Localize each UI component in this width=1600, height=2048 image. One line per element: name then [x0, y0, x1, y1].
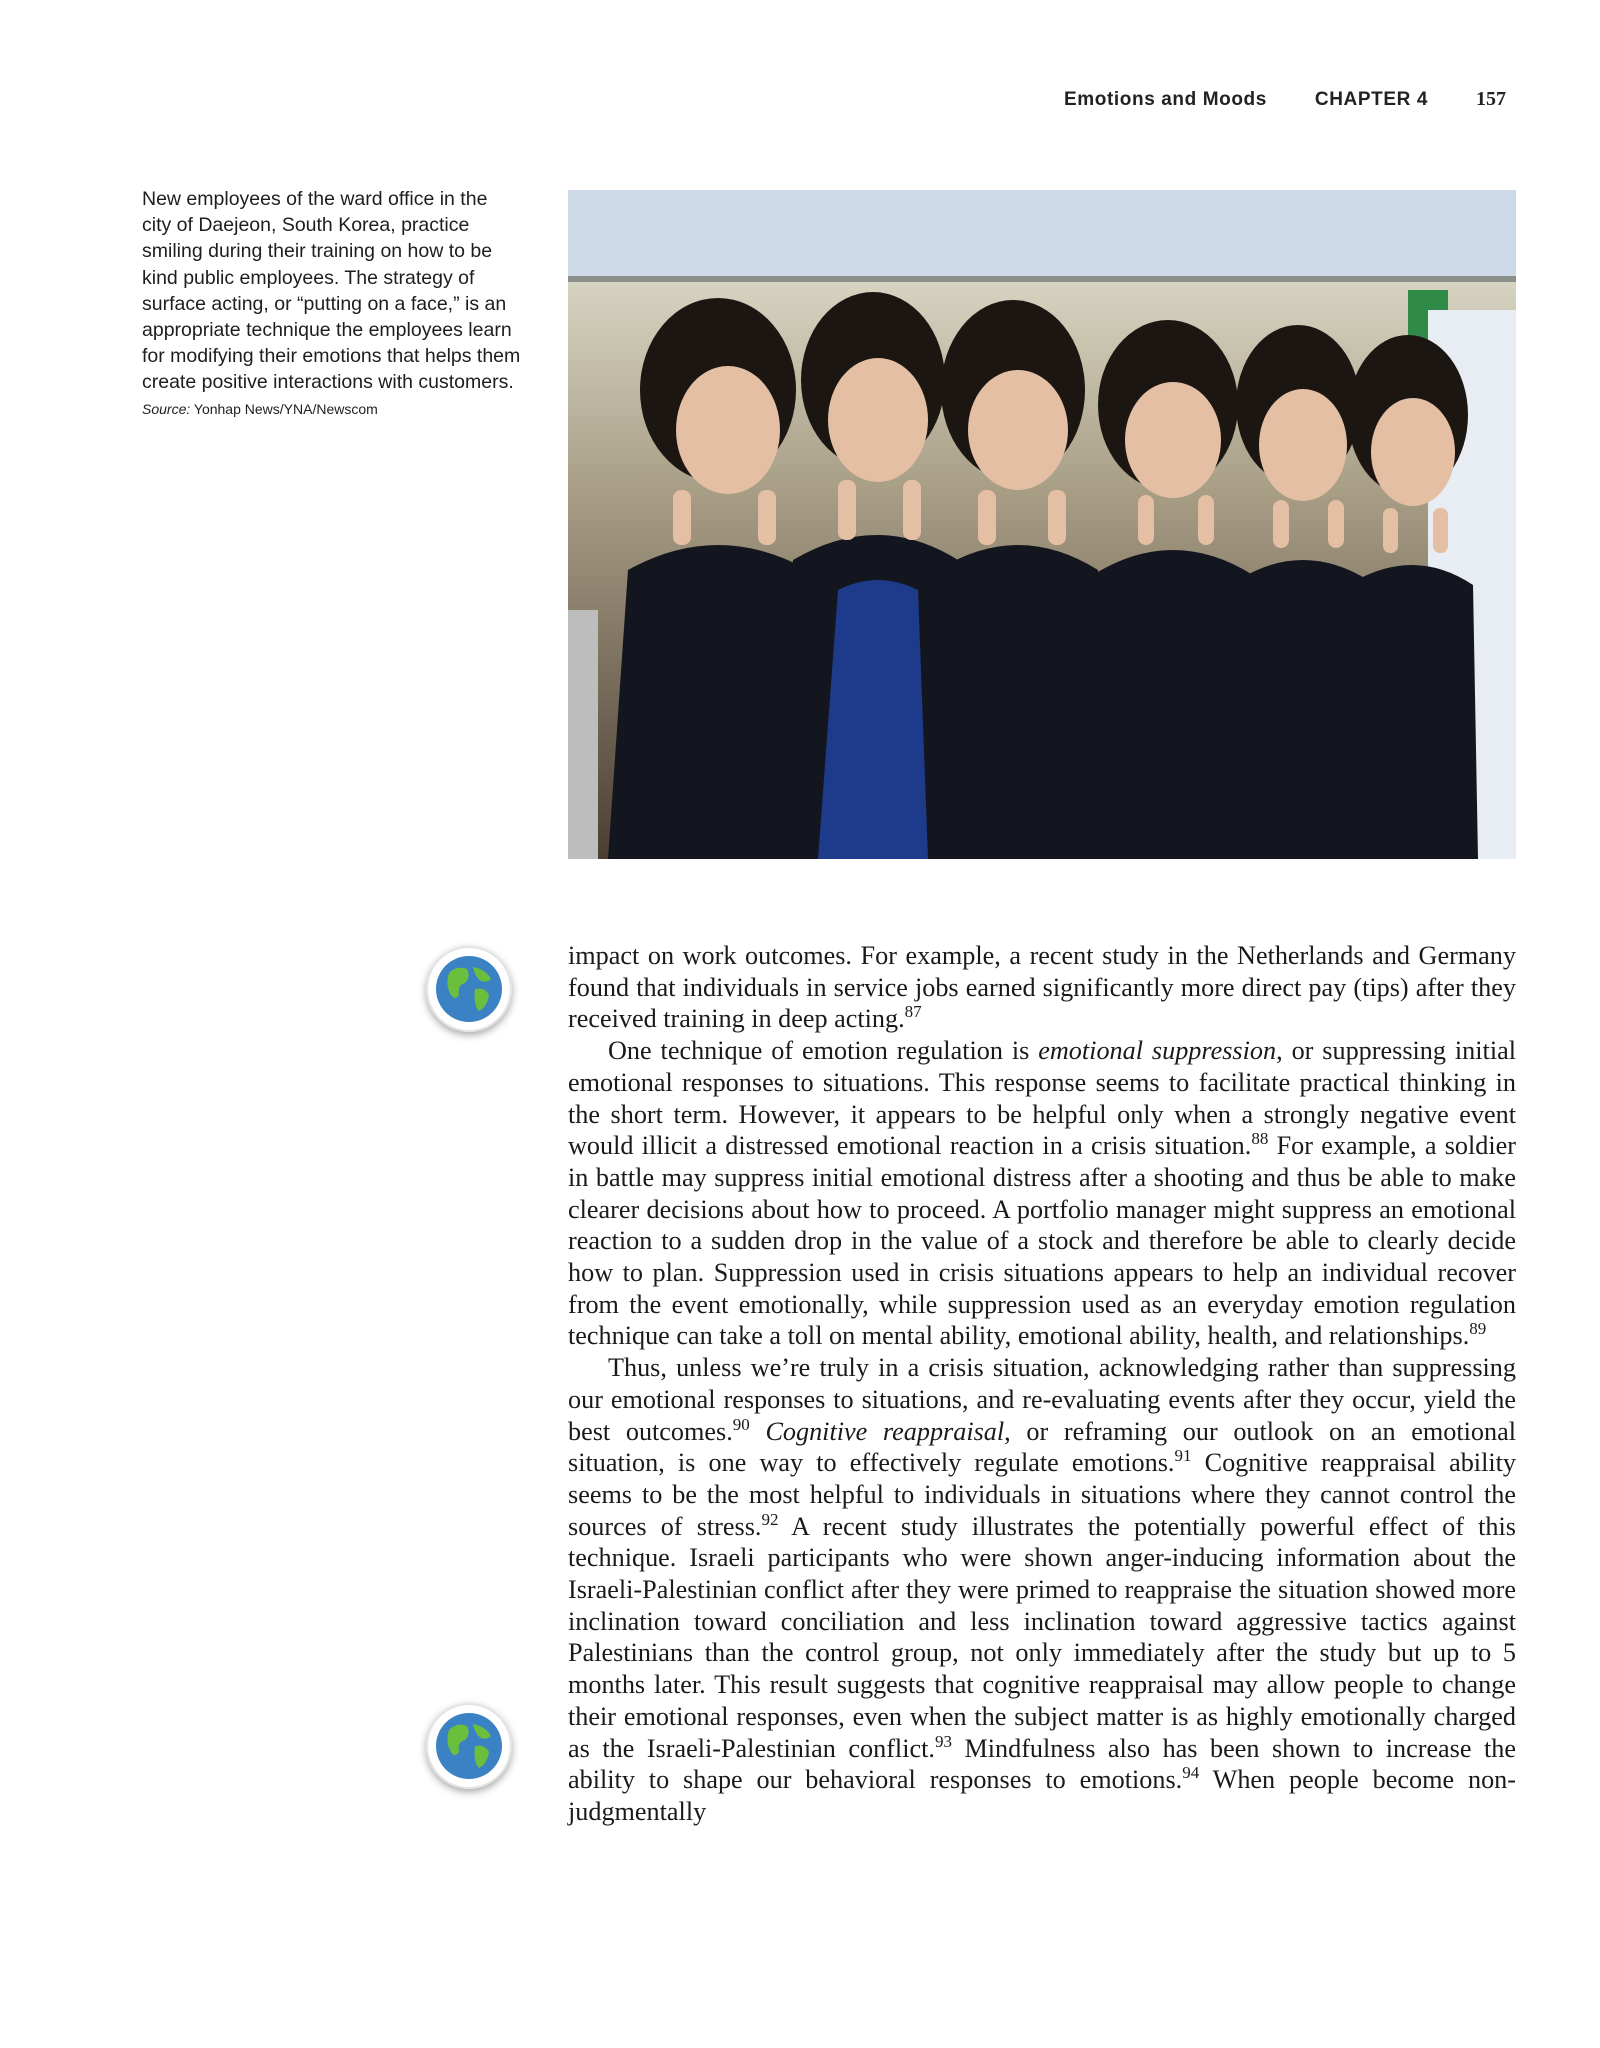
text-run: A recent study illustrates the potentially powerful effect of this technique. Israeli participants who were shown anger-inducing information about the Israeli-Palestinian conflict after they were primed to reappraise the situation showed more inclination toward conciliation and less inclination toward aggressive tactics against Palestinians than the control group, not only immediately after the study but up to 5 months later. This result suggests that cognitive reappraisal may allow people to change their emotional responses, even when the subject matter is as highly emotionally charged as the Israeli-Palestinian conflict.: [568, 1511, 1516, 1763]
body-text: [568, 940, 1516, 1828]
figure-caption: [142, 186, 522, 419]
globe-icon[interactable]: [426, 946, 512, 1032]
text-run: For example, a soldier in battle may suppress initial emotional distress after a shooting and thus be able to make clearer decisions about how to proceed. A portfolio manager might suppress an emotional reaction to a sudden drop in the value of a stock and therefore be able to clearly decide how to plan. Suppression used in crisis situations appears to help an individual recover from the event emotionally, while suppression used as an everyday emotion regulation technique can take a toll on mental ability, emotional ability, health, and relationships.: [568, 1131, 1517, 1351]
text-run: One technique of emotion regulation is: [608, 1036, 1039, 1066]
photo-illustration: [568, 190, 1516, 859]
globe-graphic: [435, 1712, 503, 1780]
endnote-87[interactable]: 87: [904, 1002, 922, 1022]
page-number: 157: [1476, 88, 1506, 110]
endnote-88[interactable]: 88: [1251, 1129, 1269, 1149]
photo-credit: [142, 399, 522, 419]
endnote-89[interactable]: 89: [1469, 1319, 1487, 1339]
text-run: Mindfulness also has been shown to increase the ability to shape our behavioral responses to emotions.: [568, 1733, 1517, 1795]
key-term: Cognitive reappraisal: [765, 1416, 1005, 1446]
globe-icon[interactable]: [426, 1703, 512, 1789]
section-title: Emotions and Moods: [1064, 89, 1267, 110]
text-run: , or reframing our outlook on an emotional situation, is one way to effectively regulate emotions.: [568, 1416, 1516, 1478]
endnote-92[interactable]: 92: [761, 1509, 779, 1529]
key-term: emotional suppression: [1038, 1036, 1277, 1066]
endnote-90[interactable]: 90: [732, 1414, 750, 1434]
paragraph: [568, 1352, 1516, 1828]
endnote-93[interactable]: 93: [934, 1731, 952, 1751]
text-run: Thus, unless we’re truly in a crisis situation, acknowledging rather than suppressing our emotional responses to situations, and re-evaluating events after they occur, yield the best outcomes.: [568, 1353, 1516, 1446]
figure-photo: [568, 190, 1516, 859]
source-text: Yonhap News/YNA/Newscom: [190, 400, 378, 417]
text-run: impact on work outcomes. For example, a recent study in the Netherlands and Germany found that individuals in service jobs earned significantly more direct pay (tips) after they received training in deep acting.: [568, 941, 1516, 1034]
endnote-91[interactable]: 91: [1174, 1446, 1192, 1466]
text-run: Cognitive reappraisal ability seems to be the most helpful to individuals in situations where they cannot control the sources of stress.: [568, 1448, 1516, 1541]
text-run: , or suppressing initial emotional responses to situations. This response seems to facilitate practical thinking in the short term. However, it appears to be helpful only when a strongly negative event would illicit a distressed emotional reaction in a crisis situation.: [568, 1036, 1516, 1161]
text-run: When people become non-judgmentally: [568, 1765, 1516, 1826]
caption-text: New employees of the ward office in the city of Daejeon, South Korea, practice smiling during their training on how to be kind public employees. The strategy of surface acting, or “putting on a face,” is an appropriate technique the employees learn for modifying their emotions that helps them create positive interactions with customers.: [142, 188, 521, 394]
source-label: Source:: [142, 400, 191, 417]
chapter-label: CHAPTER 4: [1314, 89, 1428, 110]
paragraph: [568, 940, 1516, 1035]
running-header: [1064, 88, 1506, 111]
endnote-94[interactable]: 94: [1182, 1763, 1200, 1783]
globe-graphic: [435, 955, 503, 1023]
paragraph: [568, 1035, 1516, 1352]
